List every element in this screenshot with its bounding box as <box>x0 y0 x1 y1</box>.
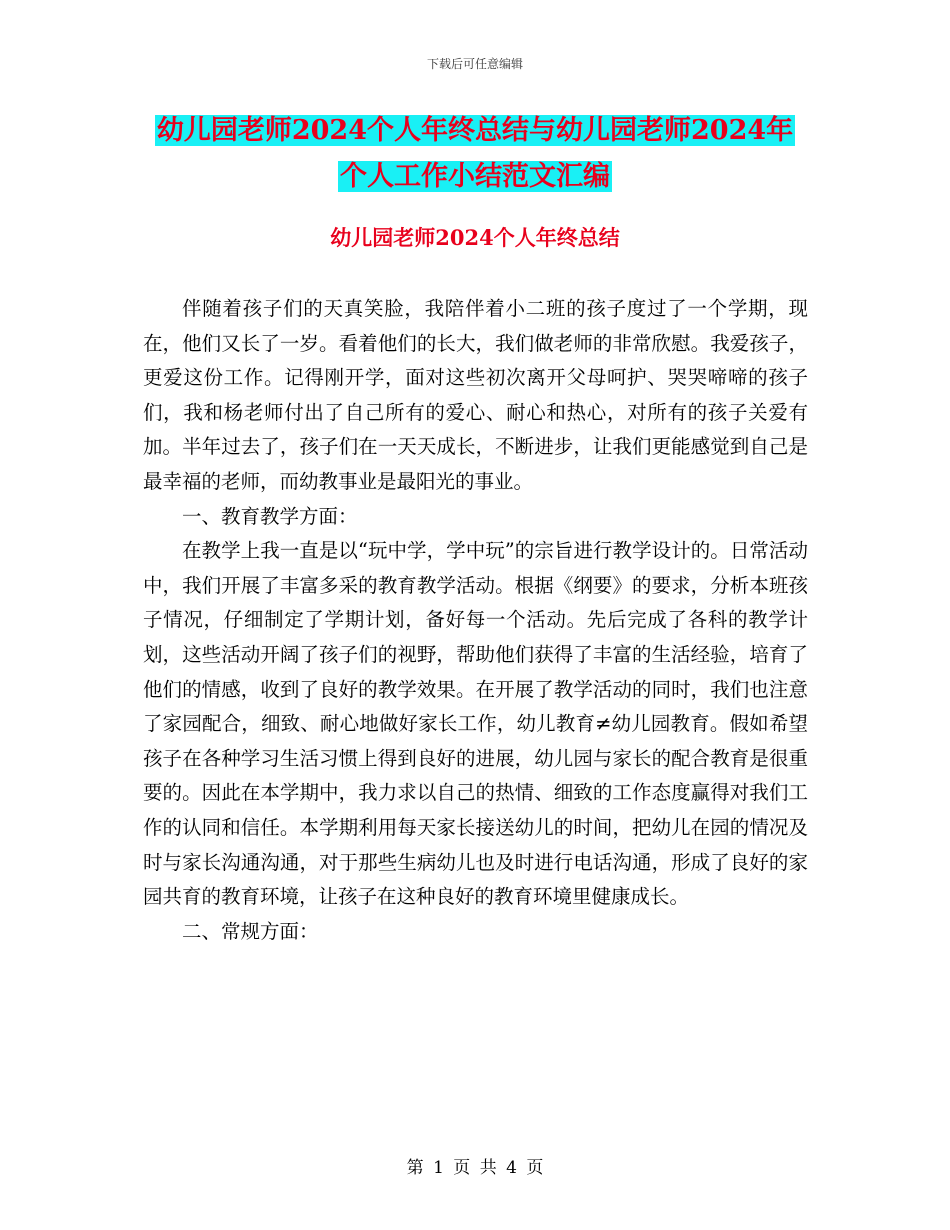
body-text <box>143 292 808 949</box>
title-line-2: 个人工作小结范文汇编 <box>340 161 610 192</box>
heading-teaching: 一、教育教学方面： <box>182 504 358 528</box>
header-note: 下载后可任意编辑 <box>426 57 523 71</box>
section-title: 幼儿园老师2024个人年终总结 <box>330 225 620 250</box>
page-footer: 第 1 页 共 4 页 <box>406 1158 544 1178</box>
paragraph-teaching: 在教学上我一直是以“玩中学，学中玩”的宗旨进行教学设计的。日常活动中，我们开展了丰富多采的教育教学活动。根据《纲要》的要求，分析本班孩子情况，仔细制定了学期计划，备好每一个活动。先后完成了各科的教学计划，这些活动开阔了孩子们的视野，帮助他们获得了丰富的生活经验，培育了他们的情感，收到了良好的教学效果。在开展了教学活动的同时，我们也注意了家园配合，细致、耐心地做好家长工作，幼儿教育≠幼儿园教育。假如希望孩子在各种学习生活习惯上得到良好的进展，幼儿园与家长的配合教育是很重要的。因此在本学期中，我力求以自己的热情、细致的工作态度赢得对我们工作的认同和信任。本学期利用每天家长接送幼儿的时间，把幼儿在园的情况及时与家长沟通沟通，对于那些生病幼儿也及时进行电话沟通，形成了良好的家园共育的教育环境，让孩子在这种良好的教育环境里健康成长。 <box>143 539 808 909</box>
title-line-1: 幼儿园老师2024个人年终总结与幼儿园老师2024年 <box>156 115 794 146</box>
heading-routine: 二、常规方面： <box>182 919 319 943</box>
document-title <box>0 108 950 200</box>
paragraph-intro: 伴随着孩子们的天真笑脸，我陪伴着小二班的孩子度过了一个学期，现在，他们又长了一岁。看着他们的长大，我们做老师的非常欣慰。我爱孩子，更爱这份工作。记得刚开学，面对这些初次离开父母呵护、哭哭啼啼的孩子们，我和杨老师付出了自己所有的爱心、耐心和热心，对所有的孩子关爱有加。半年过去了，孩子们在一天天成长，不断进步，让我们更能感觉到自己是最幸福的老师，而幼教事业是最阳光的事业。 <box>143 297 808 493</box>
